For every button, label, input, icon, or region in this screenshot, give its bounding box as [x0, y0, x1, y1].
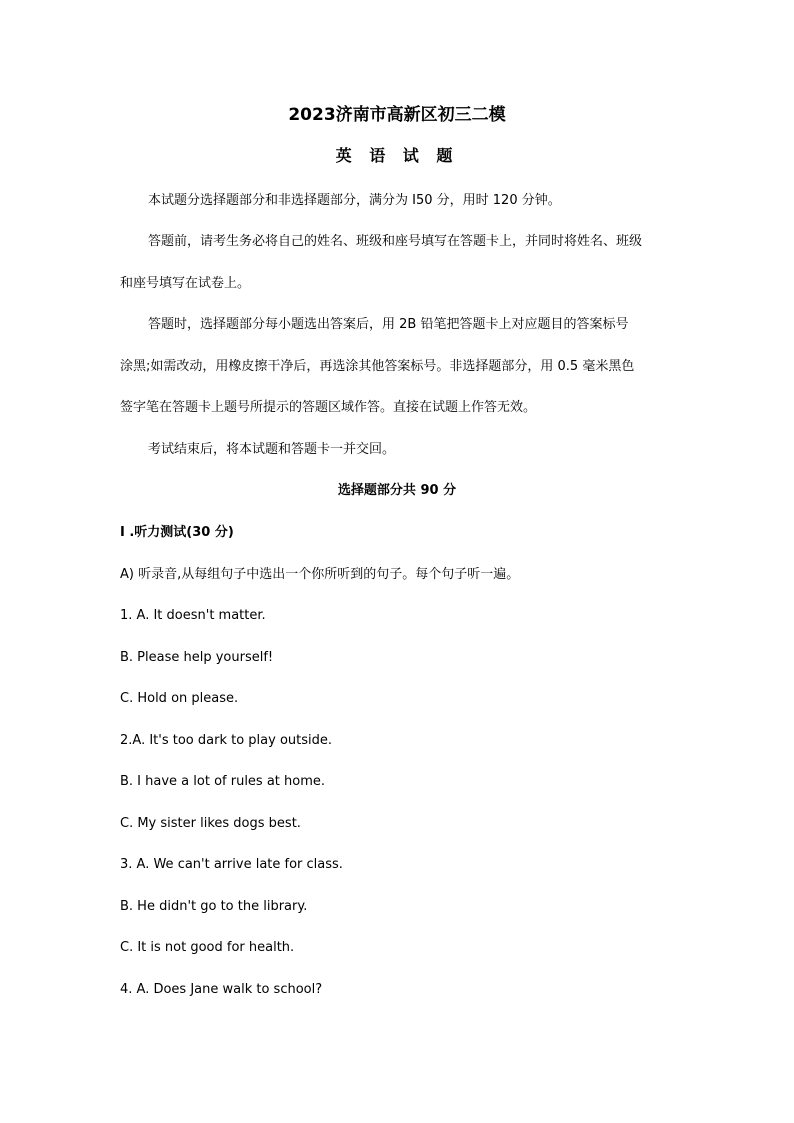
- instruction-paragraph-2-line-2: 和座号填写在试卷上。: [120, 276, 251, 291]
- exam-title: 2023济南市高新区初三二模: [288, 105, 506, 125]
- instruction-paragraph-3-line-3: 签字笔在答题卡上题号所提示的答题区域作答。直接在试题上作答无效。: [120, 400, 537, 415]
- part-a-instruction: A) 听录音,从每组句子中选出一个你所听到的句子。每个句子听一遍。: [120, 567, 520, 582]
- question-option: C. Hold on please.: [120, 691, 239, 706]
- question-option: C. It is not good for health.: [120, 940, 295, 955]
- instruction-paragraph-3-line-2: 涂黑;如需改动，用橡皮擦干净后，再选涂其他答案标号。非选择题部分，用 0.5 毫米黑色: [120, 359, 635, 374]
- question-option: 2.A. It's too dark to play outside.: [120, 733, 332, 748]
- question-option: C. My sister likes dogs best.: [120, 816, 301, 831]
- instruction-paragraph-2-line-1: 答题前，请考生务必将自己的姓名、班级和座号填写在答题卡上，并同时将姓名、班级: [148, 234, 643, 249]
- instruction-paragraph-4: 考试结束后，将本试题和答题卡一并交回。: [148, 442, 396, 457]
- question-option: 1. A. It doesn't matter.: [120, 608, 266, 623]
- instruction-paragraph-1: 本试题分选择题部分和非选择题部分，满分为 I50 分，用时 120 分钟。: [148, 193, 561, 208]
- question-option: B. Please help yourself!: [120, 650, 274, 665]
- part-heading: I .听力测试(30 分): [120, 525, 234, 540]
- question-option: B. I have a lot of rules at home.: [120, 774, 326, 789]
- section-heading: 选择题部分共 90 分: [337, 483, 457, 498]
- question-option: 4. A. Does Jane walk to school?: [120, 982, 323, 997]
- question-option: 3. A. We can't arrive late for class.: [120, 857, 343, 872]
- question-option: B. He didn't go to the library.: [120, 899, 308, 914]
- exam-subtitle: 英 语 试 题: [335, 146, 459, 165]
- instruction-paragraph-3-line-1: 答题时，选择题部分每小题选出答案后，用 2B 铅笔把答题卡上对应题目的答案标号: [148, 317, 629, 332]
